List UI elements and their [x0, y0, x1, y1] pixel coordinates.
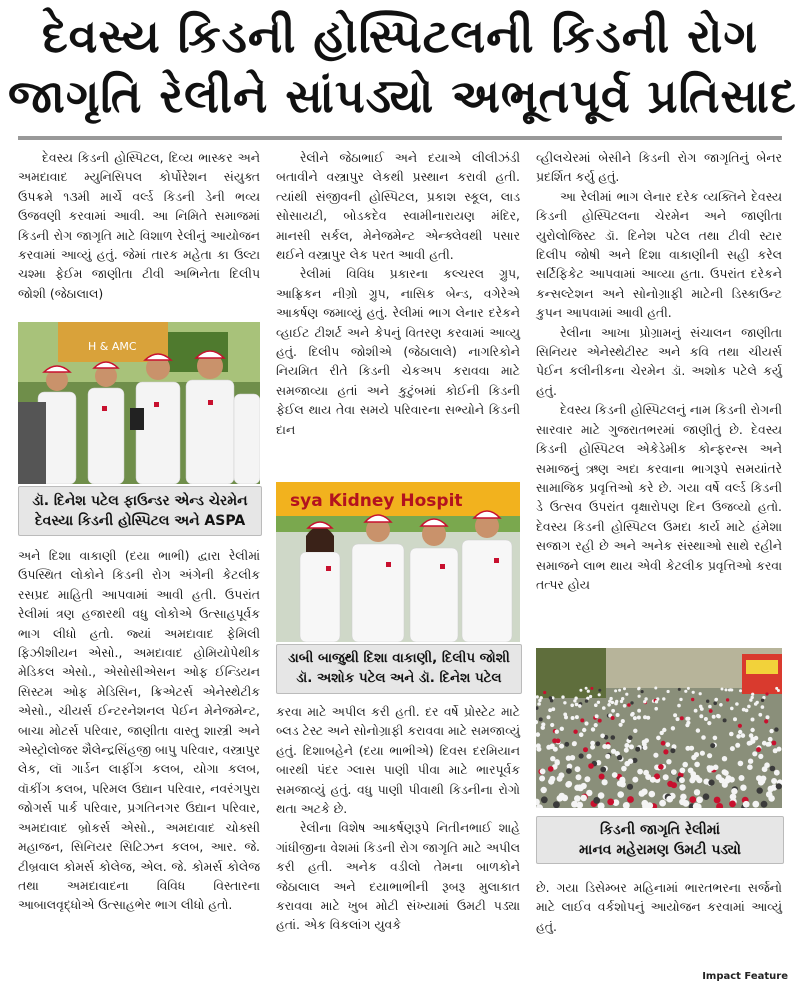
caption-photo-3 [536, 816, 784, 864]
column-2-top [276, 148, 520, 439]
photo-banner-text: H & AMC [88, 340, 137, 353]
caption-line: ડૉ. અશોક પટેલ અને ડૉ. દિનેશ પટેલ [296, 671, 502, 686]
article-paragraph: વ્હીલચેરમાં બેસીને કિડની રોગ જાગૃતિનું બેનર પ્રદર્શિત કર્યુ હતું. [536, 150, 782, 185]
impact-feature-label: Impact Feature [702, 971, 788, 982]
article-paragraph: દેવસ્ય કિડની હોસ્પિટલનું નામ કિડની રોગની સારવાર માટે ગુજરાતભરમાં જાણીતું છે. દેવસ્ય કિડની હોસ્પિટલ એકેડેમીક કોન્ફરન્સ અને સમાજનું ઋણ અદા કરવાના ભાગરૂપે સમયાંતરે સામાજિક પ્રવૃત્તિઓ કરે છે. ગયા વર્ષે વર્લ્ડ કિડની ડે ઉત્સવ ઉપરાંત વૃક્ષારોપણ દિન ઉજવ્યો હતો. દેવસ્ય કિડની હોસ્પિટલ ઉમદા કાર્ય માટે હંમેશા સજાગ રહી છે અને અનેક સંસ્થાઓ સાથે રહીને સમાજને લાભ થાય એવી કેટલીક પ્રવૃત્તિઓ કરવા તત્પર હોય [536, 402, 782, 592]
caption-photo-1 [18, 486, 262, 536]
photo-illustration [18, 322, 260, 484]
photo-banner-text: sya Kidney Hospit [290, 491, 463, 511]
column-1-top [18, 148, 260, 303]
article-paragraph: દેવસ્ય કિડની હોસ્પિટલ, દિવ્ય ભાસ્કર અને અમદાવાદ મ્યુનિસિપલ કોર્પોરેશન સંયુક્ત ઉપક્રમે ૧૩મી માર્ચે વર્લ્ડ કિડની ડેની ભવ્ય ઉજવણી કરવામાં આવી. આ નિમિતે સમાજમાં કિડની રોગ જાગૃતિ માટે વિશાળ રેલીનું આયોજન કરવામાં આવ્યું હતું. જેમાં તારક મહેતા કા ઉલ્ટા ચશ્મા ફેઈમ જાણીતા ટીવી અભિનેતા દિલીપ જોશી (જેઠાલાલ) [18, 150, 260, 301]
article-paragraph: કરવા માટે અપીલ કરી હતી. દર વર્ષે પ્રોસ્ટેટ માટે બ્લડ ટેસ્ટ અને સોનોગ્રાફી કરાવવા માટે સમજાવ્યું હતું. દિશાબહેને (દયા ભાભીએ) દિવસ દરમિયાન બારથી પંદર ગ્લાસ પાણી પીવા માટે ભારપૂર્વક સમજાવ્યું હતું. વધુ પાણી પીવાથી કિડનીના રોગો થતા અટકે છે. [276, 704, 520, 817]
caption-photo-2 [276, 644, 522, 694]
article-paragraph: રેલીના આખા પ્રોગ્રામનું સંચાલન જાણીતા સિનિયર એનેસ્થેટીસ્ટ અને કવિ તથા ચીયર્સ પેઈન કલીનીકના ચેરમેન ડૉ. અશોક પટેલે કર્યુ હતું. [536, 324, 782, 398]
article-paragraph: રેલીમાં વિવિધ પ્રકારના કલ્ચરલ ગ્રુપ, આફ્રિકન નીગ્રો ગ્રુપ, નાસિક બેન્ડ, વગેરેએ આકર્ષણ જમાવ્યું હતું. રેલીમાં ભાગ લેનાર દરેકને વ્હાઈટ ટીશર્ટ અને કેપનું વિતરણ કરવામાં આવ્યુ હતું. દિલીપ જોશીએ (જેઠાલાલે) નાગરિકોને નિયમિત રીતે કિડની ચેકઅપ કરાવવા માટે સમજાવ્યા હતાં અને કુટુંબમાં કોઈની કિડની ફેઈલ થાય તેવા સમયે પરિવારના સભ્યોને કિડની દાન [276, 266, 520, 437]
photo-dinesh-patel [18, 322, 260, 484]
caption-line: ડૉ. દિનેશ પટેલ ફાઉન્ડર એન્ડ ચેરમેન [32, 493, 248, 509]
column-1-bottom [18, 546, 260, 915]
article-paragraph: રેલીના વિશેષ આકર્ષણરૂપે નિતીનભાઈ શાહે ગાંધીજીના વેશમાં કિડની રોગ જાગૃતિ માટે અપીલ કરી હતી. અનેક વડીલો તેમના બાળકોને જેઠાલાલ અને દયાભાભીની રૂબરૂ મુલાકાત કરાવવા માટે ખુબ મોટી સંખ્યામાં ઉમટી પડ્યા હતાં. એક વિકલાંગ યુવકે [276, 820, 520, 933]
column-3-bottom [536, 878, 782, 936]
photo-illustration [536, 648, 782, 808]
headline-line-1: દેવસ્ય કિડની હોસ્પિટલની કિડની રોગ [41, 9, 759, 63]
photo-rally-crowd [536, 648, 782, 808]
headline-line-2: જાગૃતિ રેલીને સાંપડ્યો અભૂતપૂર્વ પ્રતિસાદ [8, 69, 797, 123]
column-3-top [536, 148, 782, 594]
caption-line: માનવ મહેરામણ ઉમટી પડ્યો [579, 842, 741, 858]
article-paragraph: આ રેલીમાં ભાગ લેનાર દરેક વ્યક્તિને દેવસ્ય કિડની હોસ્પિટલના ચેરમેન અને જાણીતા યુરોલોજિસ્ટ ડૉ. દિનેશ પટેલ તથા ટીવી સ્ટાર દિલીપ જોષી અને દિશા વાકાણીની સહી કરેલ સર્ટિફિકેટ આપવામાં આવ્યા હતા. ઉપરાંત દરેકને કન્સલ્ટેશન અને સોનોગ્રાફી માટેની ડિસ્કાઉન્ટ કુપન આપવામાં આવી હતી. [536, 188, 782, 321]
headline-rule [18, 136, 782, 140]
caption-line: કિડની જાગૃતિ રેલીમાં [599, 822, 721, 838]
caption-line: ડાબી બાજુથી દિશા વાકાણી, દિલીપ જોશી [288, 651, 510, 666]
article-paragraph: રેલીને જેઠાભાઈ અને દયાએ લીલીઝંડી બતાવીને વસ્ત્રાપુર લેકથી પ્રસ્થાન કરાવી હતી. ત્યાંથી સંજીવની હોસ્પિટલ, પ્રકાશ સ્કૂલ, લાડ સોસાયટી, બોડકદેવ સ્વામીનારાયણ મંદિર, માનસી સર્કલ, મેનેજમેન્ટ એન્ક્લેવથી પસાર થઈને વસ્ત્રાપુર લેક પરત આવી હતી. [276, 150, 520, 263]
photo-group-celebrities [276, 482, 520, 642]
photo-illustration [276, 482, 520, 642]
column-2-bottom [276, 702, 520, 935]
article-paragraph: છે. ગયા ડિસેમ્બર મહિનામાં ભારતભરના સર્જનો માટે લાઈવ વર્કશોપનું આયોજન કરવામાં આવ્યું હતું. [536, 880, 782, 934]
article-paragraph: અને દિશા વાકાણી (દયા ભાભી) દ્વારા રેલીમાં ઉપસ્થિત લોકોને કિડની રોગ અંગેની કેટલીક રસપ્રદ માહિતી આપવામાં આવી હતી. ઉપરાંત રેલીમાં ત્રણ હજારથી વધુ લોકોએ ઉત્સાહપૂર્વક ભાગ લીધો હતો. જ્યાં અમદાવાદ ફેમિલી ફિઝીશીયન એસો., અમદાવાદ હોમિયોપેથીક મેડિકલ એસો., એસોસીએસન ઓફ ઈન્ડિયન સિસ્ટમ ઓફ મેડિસિન, ક્રિએટર્સ એનેસ્થેટીક એસો., ચીયર્સ ઈન્ટરનેશનલ પેઈન મેનેજમેન્ટ, બાચા મોટર્સ પરિવાર, જાણીતા વાસ્તુ શાસ્ત્રી અને એસ્ટ્રોલોજર શૈલેન્દ્રસિંહજી બાપુ પરિવાર, વસ્ત્રાપુર લેક, લૉ ગાર્ડન લાફીંગ કલબ, યોગા કલબ, વૉકીંગ કલબ, પરિમલ ઉદ્યાન પરિવાર, નવરંગપુરા જોગર્સ પાર્ક પરિવાર, પ્રગતિનગર ઉદ્યાન પરિવાર, અમદાવાદ બ્રોકર્સ એસો., અમદાવાદ ચોક્સી મહાજન, સિનિયર સિટિઝન કલબ, આર. જે. ટીબ્રવાલ કોમર્સ કોલેજ, એલ. જે. કોમર્સ કોલેજ તથા અમદાવાદના વિવિધ વિસ્તારના આબાલવૃદ્ધોએ ઉત્સાહભેર ભાગ લીધો હતો. [18, 548, 260, 913]
headline [8, 6, 797, 130]
caption-line: દેવસ્યા કિડની હોસ્પિટલ અને ASPA [34, 513, 246, 529]
